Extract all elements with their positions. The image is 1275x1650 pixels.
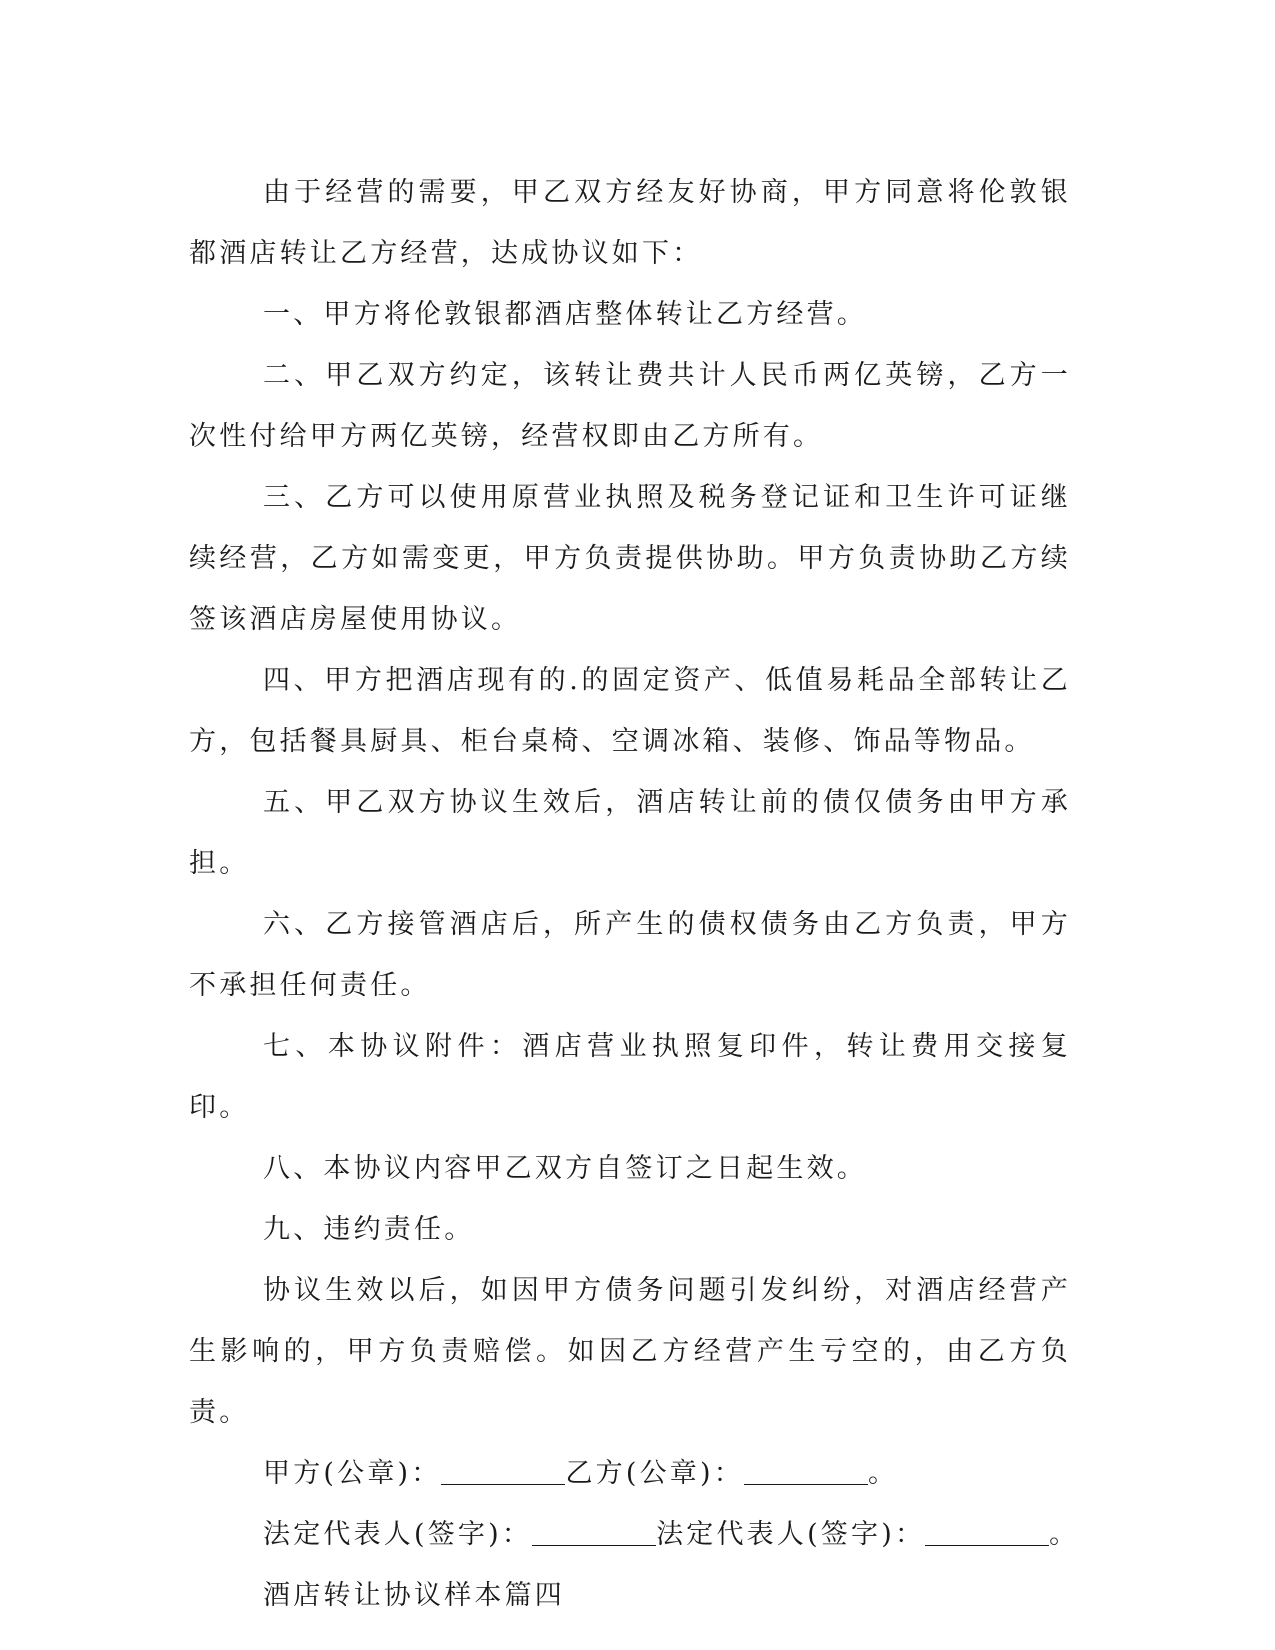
clause-4: 四、甲方把酒店现有的.的固定资产、低值易耗品全部转让乙方，包括餐具厨具、柜台桌椅、空调冰箱、装修、饰品等物品。 <box>189 665 1071 757</box>
rep-line-end: 。 <box>1049 1519 1080 1550</box>
rep-a-blank <box>532 1519 656 1546</box>
clause-6: 六、乙方接管酒店后，所产生的债权债务由乙方负责，甲方不承担任何责任。 <box>189 909 1071 1001</box>
representative-line <box>189 1504 1080 1565</box>
document-body <box>189 162 1080 1626</box>
clause-8: 八、本协议内容甲乙双方自签订之日起生效。 <box>263 1153 867 1184</box>
seal-line-end: 。 <box>867 1458 899 1489</box>
rep-a-label: 法定代表人(签字)： <box>263 1519 533 1550</box>
party-b-seal-blank <box>744 1458 868 1485</box>
clause-7: 七、本协议附件：酒店营业执照复印件，转让费用交接复印。 <box>189 1031 1071 1123</box>
seal-line <box>189 1443 1071 1504</box>
clause-5: 五、甲乙双方协议生效后，酒店转让前的债仅债务由甲方承担。 <box>189 787 1071 879</box>
clause-9: 九、违约责任。 <box>263 1214 475 1245</box>
party-b-seal-label: 乙方(公章)： <box>565 1458 744 1489</box>
rep-b-label: 法定代表人(签字)： <box>656 1519 926 1550</box>
clause-1: 一、甲方将伦敦银都酒店整体转让乙方经营。 <box>263 299 867 330</box>
clause-3: 三、乙方可以使用原营业执照及税务登记证和卫生许可证继续经营，乙方如需变更，甲方负责提供协助。甲方负责协助乙方续签该酒店房屋使用协议。 <box>189 482 1071 635</box>
paragraph-intro: 由于经营的需要，甲乙双方经友好协商，甲方同意将伦敦银都酒店转让乙方经营，达成协议如下： <box>189 177 1071 269</box>
next-section-title: 酒店转让协议样本篇四 <box>263 1580 565 1611</box>
party-a-seal-label: 甲方(公章)： <box>263 1458 442 1489</box>
rep-b-blank <box>925 1519 1049 1546</box>
breach-paragraph: 协议生效以后，如因甲方债务问题引发纠纷，对酒店经营产生影响的，甲方负责赔偿。如因乙方经营产生亏空的，由乙方负责。 <box>189 1275 1071 1428</box>
party-a-seal-blank <box>441 1458 565 1485</box>
clause-2: 二、甲乙双方约定，该转让费共计人民币两亿英镑，乙方一次性付给甲方两亿英镑，经营权即由乙方所有。 <box>189 360 1071 452</box>
